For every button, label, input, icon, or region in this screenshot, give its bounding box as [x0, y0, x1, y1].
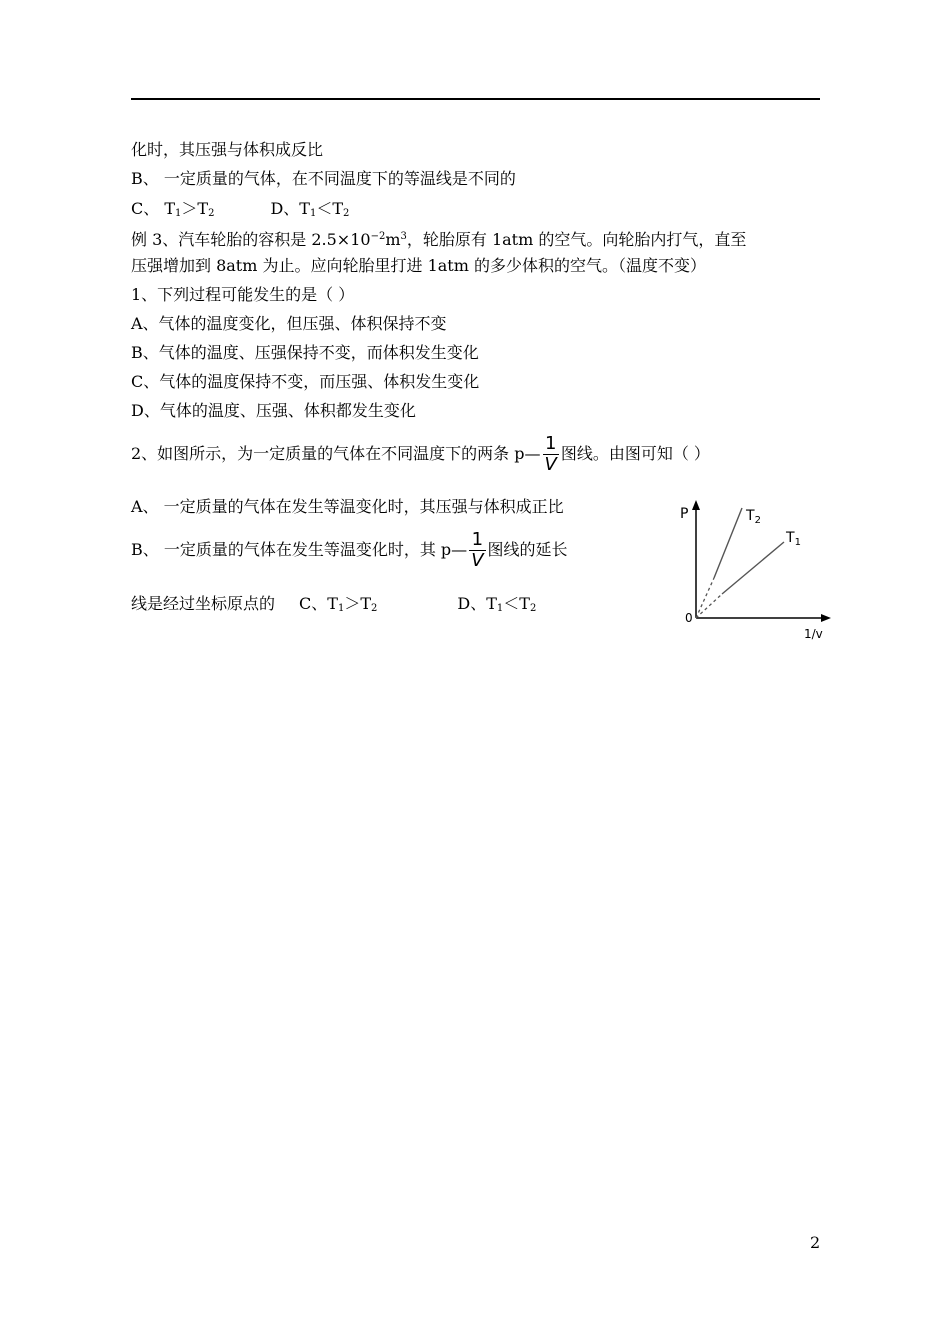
question-1-option-a: A、气体的温度变化，但压强、体积保持不变 [131, 314, 447, 333]
t1-label: $T_1$ [786, 530, 801, 548]
t2-line [714, 508, 742, 578]
header-rule [131, 98, 820, 100]
option-line: C、 $T_1>T_2$ D、$T_1<T_2$ [131, 199, 350, 219]
question-2-option-a: A、 一定质量的气体在发生等温变化时，其压强与体积成正比 [131, 497, 564, 516]
t2-label: $T_2$ [746, 508, 761, 526]
y-axis-arrow [692, 500, 700, 510]
t1-line [722, 542, 784, 594]
question-1: 1、下列过程可能发生的是（ ） [131, 285, 355, 304]
example-3-line2: 压强增加到 8atm 为止。应向轮胎里打进 1atm 的多少体积的空气。（温度不变） [131, 256, 706, 275]
question-1-option-b: B、气体的温度、压强保持不变，而体积发生变化 [131, 343, 479, 362]
fraction-1-over-v: $\frac{1}{V}$ [544, 433, 557, 475]
p-vs-inverse-v-graph [676, 498, 836, 646]
y-axis-label: P [680, 506, 689, 522]
text-line: 化时，其压强与体积成反比 [131, 140, 324, 159]
t1-dashed-extension [696, 594, 722, 618]
question-2: 2、如图所示，为一定质量的气体在不同温度下的两条 p— $\frac{1}{V}$ 图线。由图可知（ ） [131, 433, 710, 475]
x-axis-label: 1/v [804, 627, 823, 641]
text-line: B、 一定质量的气体，在不同温度下的等温线是不同的 [131, 169, 516, 188]
fraction-1-over-v: $\frac{1}{V}$ [471, 529, 484, 571]
example-3-line1: 例 3、汽车轮胎的容积是 $2.5\times 10^{-2}m^3$，轮胎原有 1atm 的空气。向轮胎内打气，直至 [131, 230, 747, 249]
origin-label: 0 [685, 611, 693, 625]
page-number: 2 [810, 1233, 821, 1252]
question-2-option-cd: 线是经过坐标原点的 C、$T_1>T_2$ D、$T_1<T_2$ [131, 594, 537, 614]
question-1-option-c: C、气体的温度保持不变，而压强、体积发生变化 [131, 372, 480, 391]
question-1-option-d: D、气体的温度、压强、体积都发生变化 [131, 401, 416, 420]
question-2-option-b: B、 一定质量的气体在发生等温变化时，其 p— $\frac{1}{V}$ 图线的延长 [131, 529, 568, 571]
x-axis-arrow [821, 614, 831, 622]
t2-dashed-extension [696, 578, 714, 618]
